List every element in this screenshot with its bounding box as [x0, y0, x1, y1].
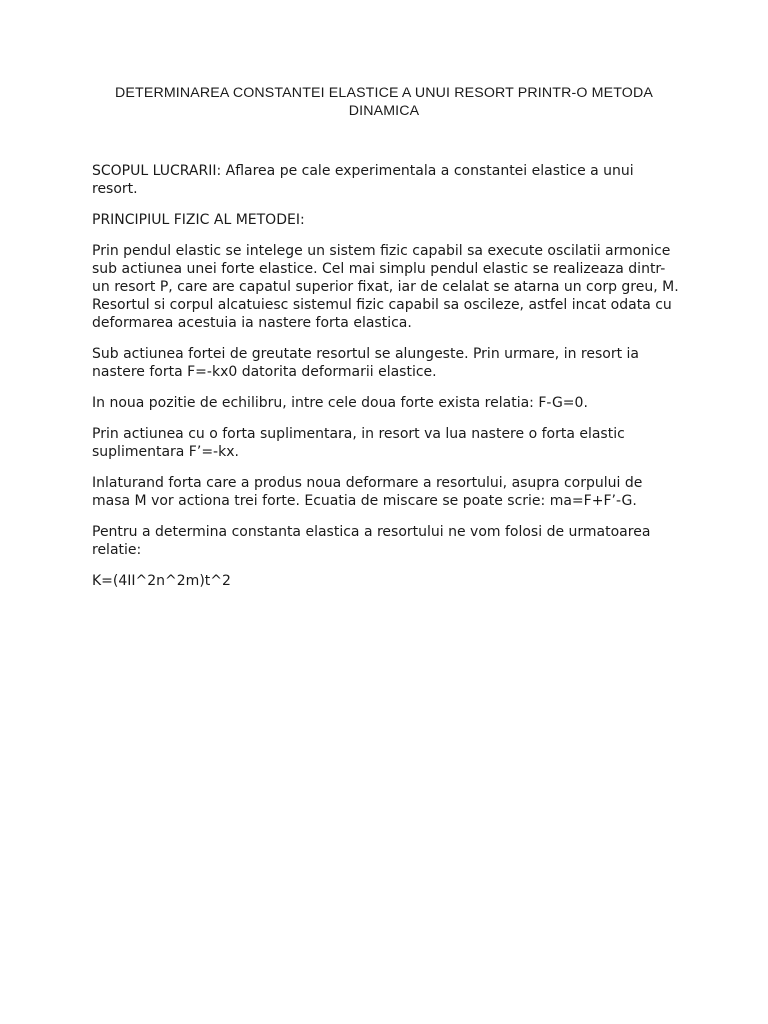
paragraph-motion-equation: Inlaturand forta care a produs noua deformare a resortului, asupra corpului de masa M vor actiona trei forte. Ecuatia de miscare se poate scrie: ma=F+F’-G. — [92, 475, 643, 509]
paragraph-equilibrium: In noua pozitie de echilibru, intre cele doua forte exista relatia: F-G=0. — [92, 395, 588, 411]
paragraph-additional-force: Prin actiunea cu o forta suplimentara, in resort va lua nastere o forta elastic suplimentara F’=-kx. — [92, 426, 625, 460]
paragraph-elastic-pendulum: Prin pendul elastic se intelege un sistem fizic capabil sa execute oscilatii armonice sub actiunea unei forte elastice. Cel mai simplu pendul elastic se realizeaza dintr-un resort P, care are capatul superior fixat, iar de celalat se atarna un corp greu, M. Resortul si corpul alcatuiesc sistemul fizic capabil sa oscileze, astfel incat odata cu deformarea acestuia ia nastere forta elastica. — [92, 243, 679, 331]
document-title: DETERMINAREA CONSTANTEI ELASTICE A UNUI RESORT PRINTR-O METODA DINAMICA — [115, 85, 653, 119]
paragraph-scope: SCOPUL LUCRARII: Aflarea pe cale experimentala a constantei elastice a unui resort. — [92, 163, 634, 197]
document-body — [92, 162, 682, 603]
paragraph-weight-force: Sub actiunea fortei de greutate resortul se alungeste. Prin urmare, in resort ia nastere forta F=-kx0 datorita deformarii elastice. — [92, 346, 639, 380]
paragraph-principle-heading: PRINCIPIUL FIZIC AL METODEI: — [92, 212, 305, 228]
formula-elastic-constant: K=(4II^2n^2m)t^2 — [92, 573, 231, 589]
paragraph-relation-intro: Pentru a determina constanta elastica a resortului ne vom folosi de urmatoarea relatie: — [92, 524, 651, 558]
